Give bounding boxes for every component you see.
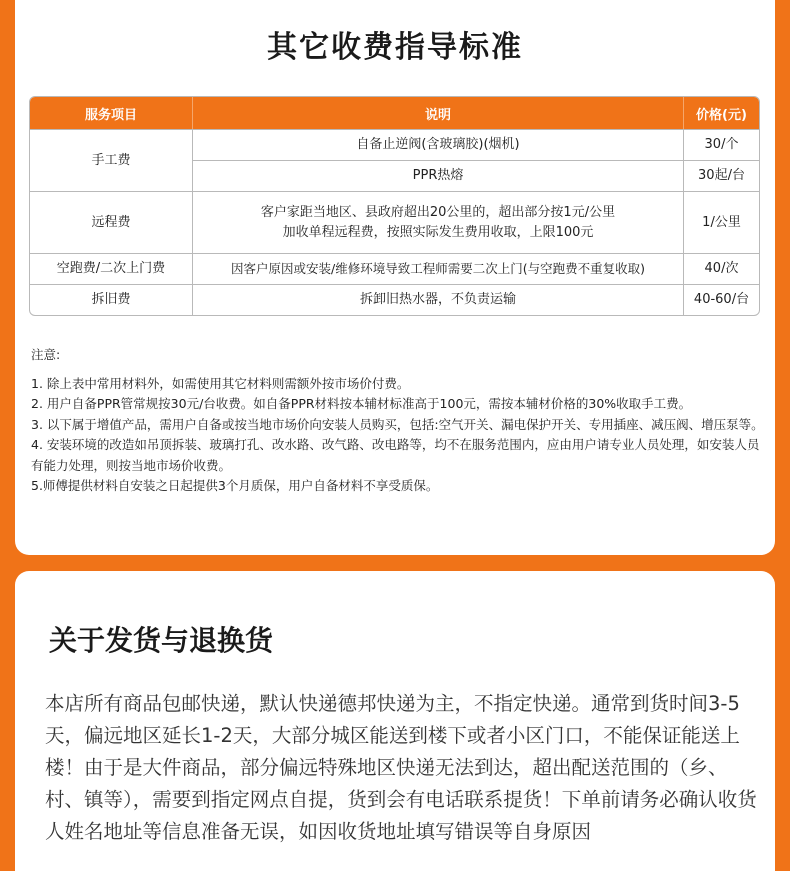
- price-cell: 30起/台: [684, 160, 759, 191]
- fee-guide-title: 其它收费指导标准: [261, 22, 529, 66]
- header-service-item: 服务项目: [30, 97, 193, 129]
- table-row: [30, 129, 759, 160]
- fee-guide-title-wrap: [15, 22, 775, 66]
- price-cell: 40-60/台: [684, 284, 759, 315]
- service-item-cell: 拆旧费: [30, 284, 193, 315]
- notes-section: [31, 345, 766, 497]
- table-row: [30, 284, 759, 315]
- note-item: 4. 安装环境的改造如吊顶拆装、玻璃打孔、改水路、改气路、改电路等，均不在服务范围内，应由用户请专业人员处理，如安装人员有能力处理，则按当地市场价收费。: [31, 437, 760, 473]
- description-cell: 拆卸旧热水器，不负责运输: [193, 284, 684, 315]
- price-cell: 40/次: [684, 253, 759, 284]
- service-item-cell: 手工费: [30, 129, 193, 191]
- fee-guide-card: [15, 0, 775, 555]
- description-cell: 因客户原因或安装/维修环境导致工程师需要二次上门(与空跑费不重复收取): [193, 253, 684, 284]
- fee-table: [29, 96, 760, 316]
- shipping-returns-card: [15, 571, 775, 871]
- shipping-returns-paragraph: 本店所有商品包邮快递，默认快递德邦快递为主，不指定快递。通常到货时间3-5天，偏远地区延长1-2天，大部分城区能送到楼下或者小区门口，不能保证能送上楼！由于是大件商品，部分偏远特殊地区快递无法到达，超出配送范围的（乡、村、镇等），需要到指定网点自提，货到会有电话联系提货！下单前请务必确认收货人姓名地址等信息准备无误，如因收货地址填写错误等自身原因: [45, 692, 757, 843]
- header-price: 价格(元): [684, 97, 759, 129]
- price-cell: 1/公里: [684, 191, 759, 253]
- note-item: 3. 以下属于增值产品，需用户自备或按当地市场价向安装人员购买，包括:空气开关、漏电保护开关、专用插座、减压阀、增压泵等。: [31, 416, 764, 432]
- notes-title: 注意:: [31, 347, 61, 362]
- description-cell: PPR热熔: [193, 160, 684, 191]
- table-row: [30, 191, 759, 253]
- service-item-cell: 远程费: [30, 191, 193, 253]
- description-cell: 客户家距当地区、县政府超出20公里的，超出部分按1元/公里 加收单程远程费，按照实际发生费用收取，上限100元: [193, 191, 684, 253]
- price-cell: 30/个: [684, 129, 759, 160]
- note-item: 2. 用户自备PPR管常规按30元/台收费。如自备PPR材料按本辅材标准高于100元，需按本辅材价格的30%收取手工费。: [31, 396, 692, 411]
- shipping-returns-title: 关于发货与退换货: [49, 619, 273, 659]
- note-item: 5.师傅提供材料自安装之日起提供3个月质保，用户自备材料不享受质保。: [31, 478, 439, 493]
- fee-table-header: [30, 97, 759, 129]
- header-description: 说明: [193, 97, 684, 129]
- service-item-cell: 空跑费/二次上门费: [30, 253, 193, 284]
- table-row: [30, 253, 759, 284]
- note-item: 1. 除上表中常用材料外，如需使用其它材料则需额外按市场价付费。: [31, 375, 410, 391]
- description-cell: 自备止逆阀(含玻璃胶)(烟机): [193, 129, 684, 160]
